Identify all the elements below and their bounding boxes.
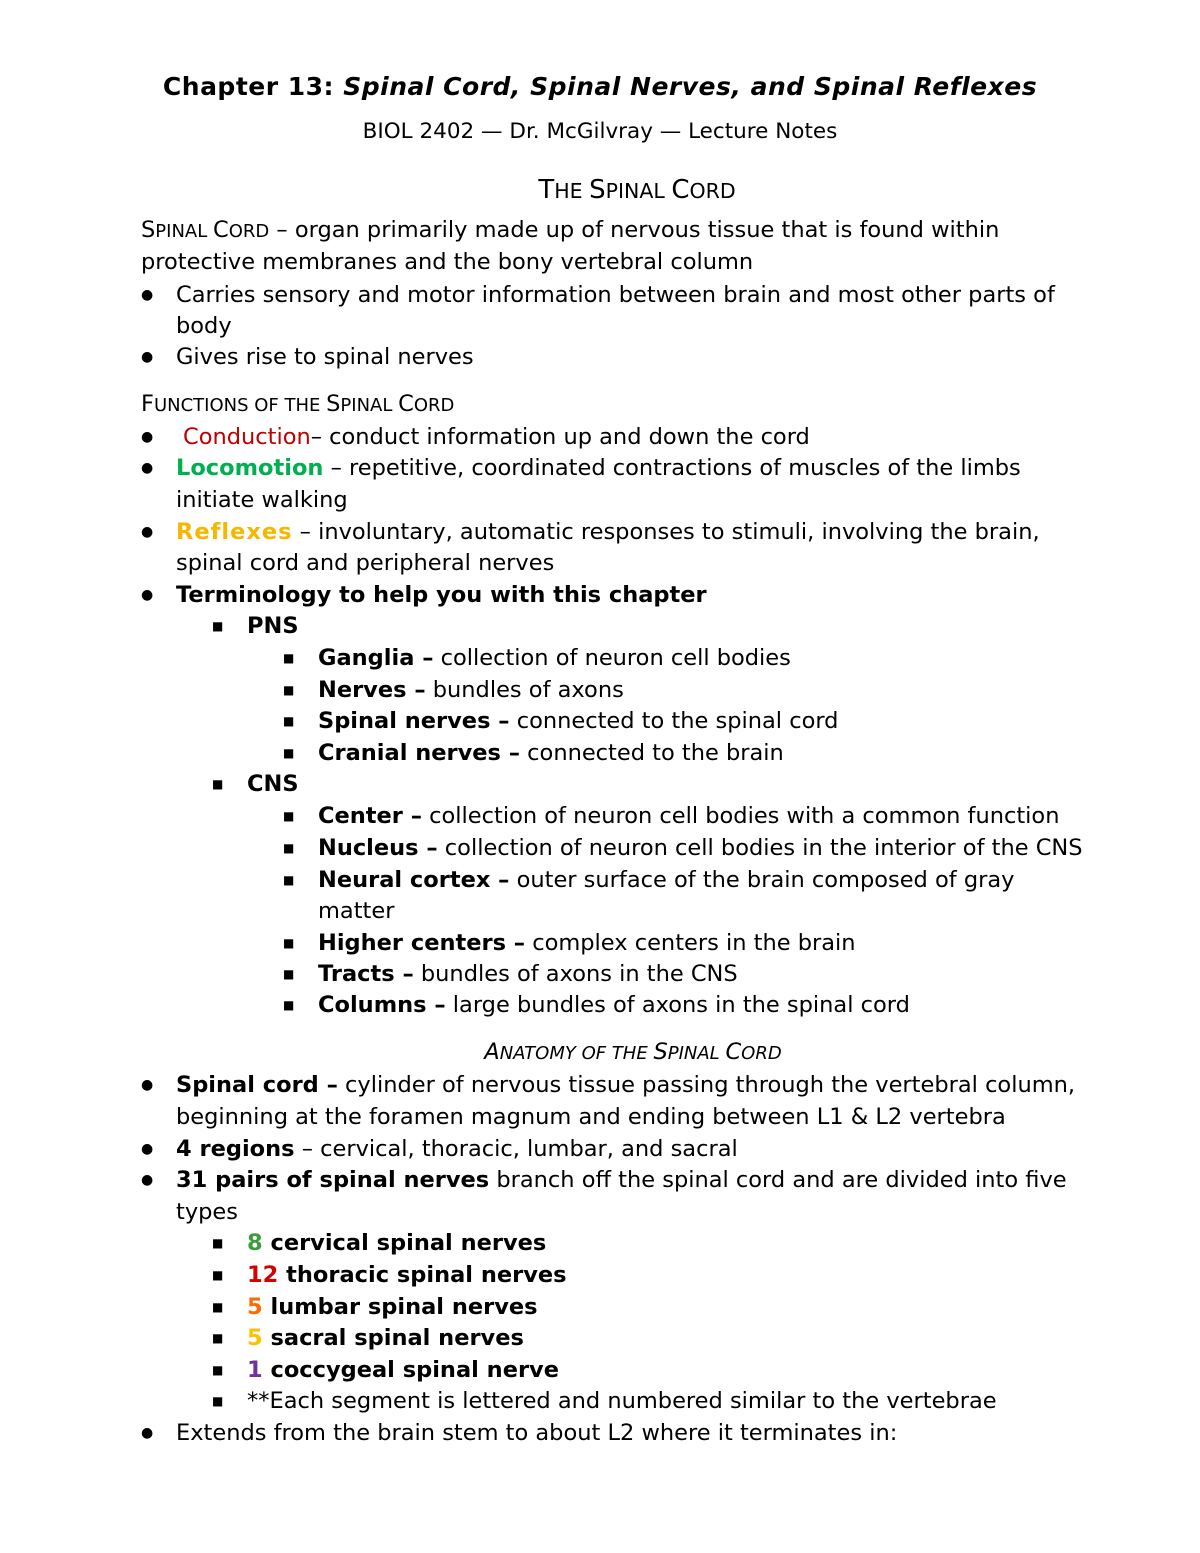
nerve-count: 5 [247, 1325, 263, 1351]
term-text: collection of neuron cell bodies [433, 645, 791, 671]
term: 4 regions [176, 1136, 295, 1162]
reflexes-term: Reflexes [176, 519, 293, 545]
heading-char: C [725, 1039, 742, 1065]
heading-char: S [326, 391, 341, 417]
bullet-icon: ● [141, 429, 154, 445]
nerve-count: 5 [247, 1294, 263, 1320]
square-bullet-icon: ■ [212, 1394, 224, 1408]
list-item: Extends from the brain stem to about L2 where it terminates in: [176, 1420, 898, 1446]
bullet-icon: ● [141, 349, 154, 365]
bullet-icon: ● [141, 1077, 154, 1093]
square-bullet-icon: ■ [283, 683, 295, 697]
heading-char: C [398, 391, 414, 417]
list-item: Carries sensory and motor information between brain and most other parts of [176, 282, 1055, 308]
list-item-continued: initiate walking [176, 487, 348, 513]
document-subtitle: BIOL 2402 — Dr. McGilvray — Lecture Notes [362, 119, 838, 144]
def-char: S [141, 217, 156, 243]
locomotion-term: Locomotion [176, 455, 324, 481]
term: Nucleus – [318, 835, 438, 861]
heading-text: HE [554, 179, 590, 203]
bullet-icon: ● [141, 1172, 154, 1188]
bullet-icon: ● [141, 524, 154, 540]
list-item-conduction [183, 422, 810, 453]
list-item-continued: matter [318, 898, 395, 924]
list-item [318, 928, 856, 959]
bullet-icon: ● [141, 587, 154, 603]
document-title [0, 71, 1200, 102]
conduction-text: – conduct information up and down the cord [310, 424, 810, 450]
term: Cranial nerves – [318, 740, 521, 766]
square-bullet-icon: ■ [283, 746, 295, 760]
square-bullet-icon: ■ [283, 998, 295, 1012]
term-text: branch off the spinal cord and are divided into five [489, 1167, 1067, 1193]
term-text: outer surface of the brain composed of gray [509, 867, 1015, 893]
list-item-continued: body [176, 313, 232, 339]
def-text: ORD [228, 221, 270, 242]
heading-char: C [671, 175, 690, 205]
square-bullet-icon: ■ [212, 1331, 224, 1345]
list-item-continued: types [176, 1199, 238, 1225]
heading-char: S [653, 1039, 668, 1065]
list-item [318, 801, 1059, 832]
square-bullet-icon: ■ [283, 936, 295, 950]
nerve-label: coccygeal spinal nerve [262, 1357, 559, 1383]
list-item [318, 959, 738, 990]
term: 31 pairs of spinal nerves [176, 1167, 490, 1193]
nerve-type-coccygeal [247, 1355, 559, 1386]
square-bullet-icon: ■ [212, 1300, 224, 1314]
locomotion-text: – repetitive, coordinated contractions of muscles of the limbs [323, 455, 1021, 481]
bullet-icon: ● [141, 460, 154, 476]
spinal-cord-definition [141, 215, 999, 247]
nerve-count: 12 [247, 1262, 279, 1288]
title-italic: Spinal Cord, Spinal Nerves, and Spinal Reflexes [343, 72, 1038, 101]
square-bullet-icon: ■ [212, 619, 224, 633]
list-item [176, 1134, 738, 1165]
section-heading-spinal-cord [0, 175, 1200, 207]
definition-continued: protective membranes and the bony vertebral column [141, 249, 754, 275]
list-item [176, 1165, 1067, 1196]
heading-char: T [538, 175, 555, 205]
terminology-heading: Terminology to help you with this chapter [176, 582, 707, 608]
square-bullet-icon: ■ [212, 777, 224, 791]
term: Spinal cord – [176, 1072, 338, 1098]
list-item [318, 643, 791, 674]
term: Nerves – [318, 677, 426, 703]
square-bullet-icon: ■ [283, 809, 295, 823]
heading-char: S [589, 175, 606, 205]
reflexes-text: – involuntary, automatic responses to stimuli, involving the brain, [292, 519, 1040, 545]
anatomy-heading [0, 1037, 1200, 1069]
bullet-icon: ● [141, 1141, 154, 1157]
list-item-continued: spinal cord and peripheral nerves [176, 550, 555, 576]
term: Neural cortex – [318, 867, 510, 893]
square-bullet-icon: ■ [283, 967, 295, 981]
term-text: bundles of axons [425, 677, 624, 703]
nerve-label: lumbar spinal nerves [262, 1294, 538, 1320]
heading-text: UNCTIONS OF THE [153, 395, 327, 416]
nerve-type-sacral [247, 1323, 524, 1354]
term-text: bundles of axons in the CNS [413, 961, 738, 987]
functions-heading [141, 389, 454, 421]
heading-text: PINAL [340, 395, 399, 416]
title-prefix: Chapter 13: [162, 72, 344, 101]
conduction-term: Conduction [183, 424, 311, 450]
square-bullet-icon: ■ [212, 1236, 224, 1250]
square-bullet-icon: ■ [283, 714, 295, 728]
term-text: connected to the brain [520, 740, 784, 766]
pns-label: PNS [247, 613, 299, 639]
list-item-continued: beginning at the foramen magnum and ending between L1 & L2 vertebra [176, 1104, 1006, 1130]
term-text: – cervical, thoracic, lumbar, and sacral [294, 1136, 738, 1162]
def-text: PINAL [155, 221, 213, 242]
list-item [318, 990, 910, 1021]
term: Higher centers – [318, 930, 526, 956]
nerve-count: 1 [247, 1357, 263, 1383]
list-item [176, 1070, 1075, 1101]
nerve-type-lumbar [247, 1292, 538, 1323]
term: Tracts – [318, 961, 414, 987]
term-text: cylinder of nervous tissue passing through the vertebral column, [337, 1072, 1076, 1098]
heading-text: ORD [689, 179, 736, 203]
heading-text: ORD [741, 1043, 782, 1064]
heading-char: F [141, 391, 154, 417]
definition-text: – organ primarily made up of nervous tissue that is found within [269, 217, 1000, 243]
segment-note: **Each segment is lettered and numbered similar to the vertebrae [247, 1388, 997, 1414]
cns-label: CNS [247, 771, 299, 797]
list-item [318, 833, 1083, 864]
term-text: collection of neuron cell bodies with a common function [422, 803, 1060, 829]
term-text: collection of neuron cell bodies in the interior of the CNS [437, 835, 1083, 861]
heading-text: ORD [413, 395, 455, 416]
heading-char: A [484, 1039, 500, 1065]
bullet-icon: ● [141, 287, 154, 303]
term: Ganglia – [318, 645, 434, 671]
list-item [318, 706, 838, 737]
list-item-locomotion [176, 453, 1021, 484]
term-text: connected to the spinal cord [509, 708, 839, 734]
square-bullet-icon: ■ [212, 1268, 224, 1282]
square-bullet-icon: ■ [212, 1363, 224, 1377]
list-item [318, 675, 624, 706]
square-bullet-icon: ■ [283, 873, 295, 887]
bullet-icon: ● [141, 1425, 154, 1441]
heading-text: PINAL [605, 179, 672, 203]
nerve-type-cervical [247, 1228, 546, 1259]
list-item [318, 738, 784, 769]
heading-text: PINAL [667, 1043, 726, 1064]
nerve-count: 8 [247, 1230, 263, 1256]
def-char: C [213, 217, 229, 243]
heading-text: NATOMY OF THE [499, 1043, 654, 1064]
nerve-type-thoracic [247, 1260, 567, 1291]
nerve-label: sacral spinal nerves [262, 1325, 524, 1351]
term: Spinal nerves – [318, 708, 510, 734]
term-text: complex centers in the brain [525, 930, 856, 956]
square-bullet-icon: ■ [283, 841, 295, 855]
nerve-label: thoracic spinal nerves [278, 1262, 567, 1288]
term-text: large bundles of axons in the spinal cord [445, 992, 910, 1018]
list-item-reflexes [176, 517, 1040, 548]
nerve-label: cervical spinal nerves [262, 1230, 547, 1256]
term: Columns – [318, 992, 446, 1018]
list-item [318, 865, 1014, 896]
list-item: Gives rise to spinal nerves [176, 344, 474, 370]
term: Center – [318, 803, 422, 829]
square-bullet-icon: ■ [283, 651, 295, 665]
